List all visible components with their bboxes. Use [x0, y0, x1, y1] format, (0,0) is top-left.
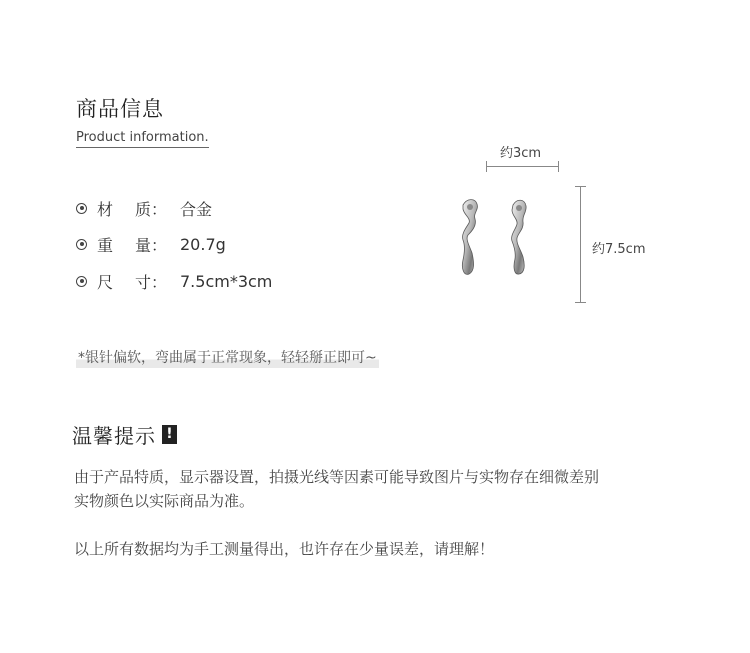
width-dimension-tick — [486, 161, 487, 172]
tips-paragraph-line: 实物颜色以实际商品为准。 — [74, 492, 255, 510]
section-title: 商品信息 — [76, 97, 164, 121]
bullet-icon — [76, 203, 87, 214]
bullet-icon — [76, 276, 87, 287]
spec-value: 7.5cm*3cm — [180, 271, 273, 291]
bullet-icon — [76, 239, 87, 250]
exclamation-icon: ! — [162, 425, 177, 444]
spec-weight — [76, 233, 226, 255]
spec-label: 材 质： — [97, 199, 167, 219]
care-note: *银针偏软，弯曲属于正常现象，轻轻掰正即可~ — [76, 347, 379, 368]
spec-label: 重 量： — [97, 235, 167, 255]
earrings-image — [455, 195, 535, 280]
tips-paragraph-line: 由于产品特质，显示器设置，拍摄光线等因素可能导致图片与实物存在细微差别 — [74, 468, 600, 486]
width-dimension-label: 约3cm — [500, 146, 542, 161]
spec-value: 合金 — [180, 199, 213, 219]
tips-paragraph: 以上所有数据均为手工测量得出，也许存在少量误差，请理解！ — [74, 540, 495, 558]
spec-value: 20.7g — [180, 234, 226, 254]
left-earring — [462, 200, 477, 275]
right-earring — [512, 200, 527, 274]
height-dimension-tick — [575, 186, 586, 187]
spec-material — [76, 197, 212, 219]
section-subtitle: Product information. — [76, 130, 209, 148]
spec-size — [76, 270, 272, 292]
width-dimension-tick — [558, 161, 559, 172]
height-dimension-label: 约7.5cm — [592, 242, 646, 257]
width-dimension-line — [486, 166, 559, 167]
tips-title-text: 温馨提示 — [72, 424, 156, 448]
height-dimension-tick — [575, 302, 586, 303]
height-dimension-line — [580, 186, 581, 303]
tips-title — [72, 420, 177, 449]
spec-label: 尺 寸： — [97, 272, 167, 292]
